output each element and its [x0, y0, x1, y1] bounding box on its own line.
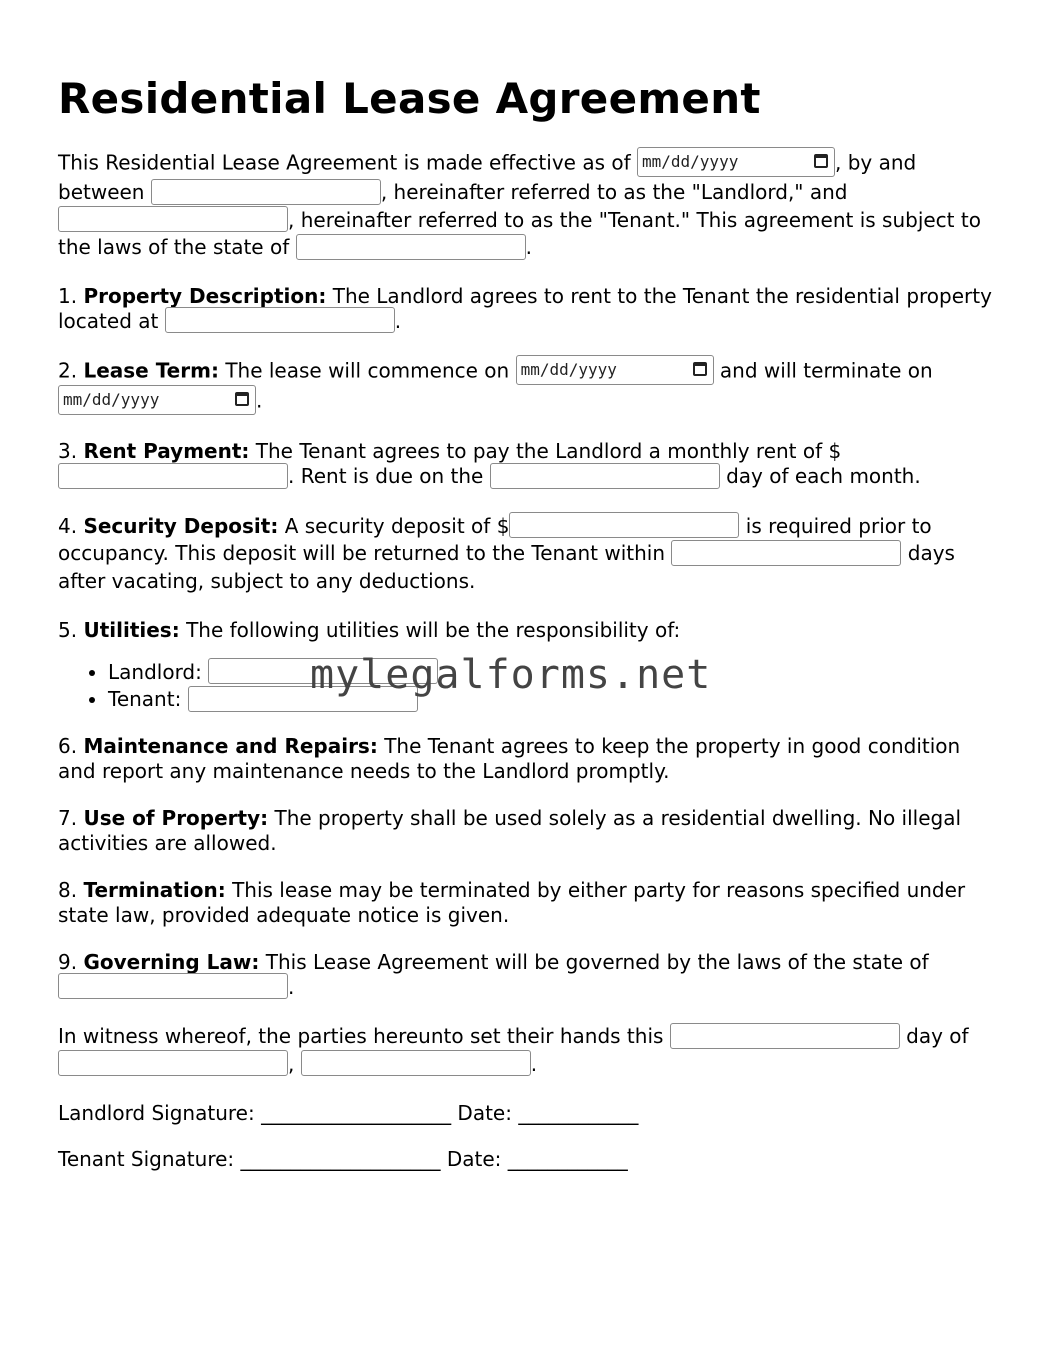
- section-text: days after vacating, subject to any deductions.: [58, 541, 955, 593]
- section-lease-term: [58, 357, 993, 417]
- section-number: 4.: [58, 513, 78, 538]
- witness-text: .: [530, 1051, 538, 1076]
- section-heading: Property Description:: [83, 283, 327, 308]
- section-governing-law: [58, 950, 993, 1002]
- intro-text-5: .: [525, 235, 532, 259]
- page-title: Residential Lease Agreement: [58, 74, 761, 123]
- intro-text-2: , by and between: [58, 150, 917, 204]
- section-termination: [58, 878, 993, 928]
- section-property-description: [58, 284, 993, 336]
- section-text: A security deposit of $: [284, 513, 510, 538]
- intro-text-3: , hereinafter referred to as the "Landlord," and: [380, 180, 848, 204]
- section-number: 1.: [58, 283, 78, 308]
- section-heading: Termination:: [83, 877, 226, 902]
- section-number: 6.: [58, 733, 78, 758]
- section-heading: Utilities:: [83, 617, 180, 642]
- section-security-deposit: [58, 513, 993, 595]
- watermark: mylegalforms.net: [310, 652, 712, 698]
- property-address-field[interactable]: [165, 307, 395, 333]
- section-text: is required prior to occupancy. This deposit will be returned to the Tenant within: [58, 513, 932, 565]
- section-text: day of each month.: [726, 464, 921, 488]
- date-placeholder: mm/dd/yyyy: [63, 390, 160, 409]
- witness-text: ,: [288, 1051, 295, 1076]
- governing-state-field[interactable]: [58, 973, 288, 999]
- section-text: The Tenant agrees to pay the Landlord a monthly rent of $: [255, 439, 842, 463]
- landlord-signature-line: Landlord Signature: ___________________ Date: ____________: [58, 1101, 639, 1125]
- witness-text: day of: [906, 1024, 969, 1048]
- landlord-name-field[interactable]: [151, 179, 381, 205]
- section-text: .: [256, 388, 263, 413]
- intro-text-1: This Residential Lease Agreement is made effective as of: [58, 150, 631, 175]
- section-maintenance: [58, 734, 993, 784]
- section-number: 7.: [58, 805, 78, 830]
- section-text: and will terminate on: [719, 358, 933, 383]
- section-text: The lease will commence on: [225, 358, 510, 383]
- section-heading: Rent Payment:: [83, 439, 250, 463]
- section-rent-payment: [58, 439, 993, 491]
- tenant-signature-line: Tenant Signature: ____________________ Date: ____________: [58, 1147, 628, 1171]
- utilities-tenant-label: Tenant:: [108, 687, 182, 711]
- section-heading: Governing Law:: [83, 949, 260, 974]
- lease-document: [58, 74, 993, 1192]
- section-text: The Landlord agrees to rent to the Tenant the residential property located at: [58, 283, 992, 333]
- section-number: 2.: [58, 358, 78, 383]
- intro-text-4: , hereinafter referred to as the "Tenant." This agreement is subject to the laws of the state of: [58, 207, 981, 259]
- state-field[interactable]: [296, 234, 526, 260]
- tenant-name-field[interactable]: [58, 206, 288, 232]
- calendar-icon[interactable]: [235, 392, 249, 406]
- section-utilities: [58, 617, 993, 643]
- witness-year-field[interactable]: [301, 1050, 531, 1076]
- section-text: This lease may be terminated by either party for reasons specified under state law, provided adequate notice is given.: [58, 877, 966, 927]
- security-deposit-field[interactable]: [509, 512, 739, 538]
- section-text: The following utilities will be the responsibility of:: [186, 617, 681, 642]
- section-heading: Lease Term:: [83, 358, 219, 383]
- rent-due-day-field[interactable]: [490, 463, 720, 489]
- calendar-icon[interactable]: [814, 154, 828, 168]
- effective-date-input[interactable]: [637, 147, 835, 177]
- date-placeholder: mm/dd/yyyy: [642, 152, 739, 171]
- deposit-return-days-field[interactable]: [671, 540, 901, 566]
- commence-date-input[interactable]: [516, 355, 714, 385]
- section-number: 3.: [58, 439, 78, 463]
- intro-paragraph: [58, 149, 993, 262]
- section-text: . Rent is due on the: [288, 464, 484, 488]
- terminate-date-input[interactable]: [58, 385, 256, 415]
- date-placeholder: mm/dd/yyyy: [520, 360, 617, 379]
- witness-day-field[interactable]: [670, 1023, 900, 1049]
- section-text: .: [288, 974, 295, 999]
- section-heading: Use of Property:: [83, 805, 269, 830]
- witness-month-field[interactable]: [58, 1050, 288, 1076]
- witness-text: In witness whereof, the parties hereunto set their hands this: [58, 1024, 664, 1048]
- section-number: 5.: [58, 617, 78, 642]
- section-text: The property shall be used solely as a residential dwelling. No illegal activities are allowed.: [58, 805, 962, 855]
- utilities-landlord-label: Landlord:: [108, 659, 202, 684]
- section-number: 9.: [58, 949, 78, 974]
- witness-paragraph: [58, 1023, 993, 1078]
- section-heading: Security Deposit:: [83, 513, 279, 538]
- section-text: This Lease Agreement will be governed by the laws of the state of: [265, 949, 929, 974]
- section-number: 8.: [58, 877, 78, 902]
- section-use-of-property: [58, 806, 993, 856]
- section-text: .: [394, 308, 402, 333]
- section-heading: Maintenance and Repairs:: [83, 733, 378, 758]
- calendar-icon[interactable]: [693, 362, 707, 376]
- monthly-rent-field[interactable]: [58, 463, 288, 489]
- section-text: The Tenant agrees to keep the property in good condition and report any maintenance needs to the Landlord promptly.: [58, 733, 961, 783]
